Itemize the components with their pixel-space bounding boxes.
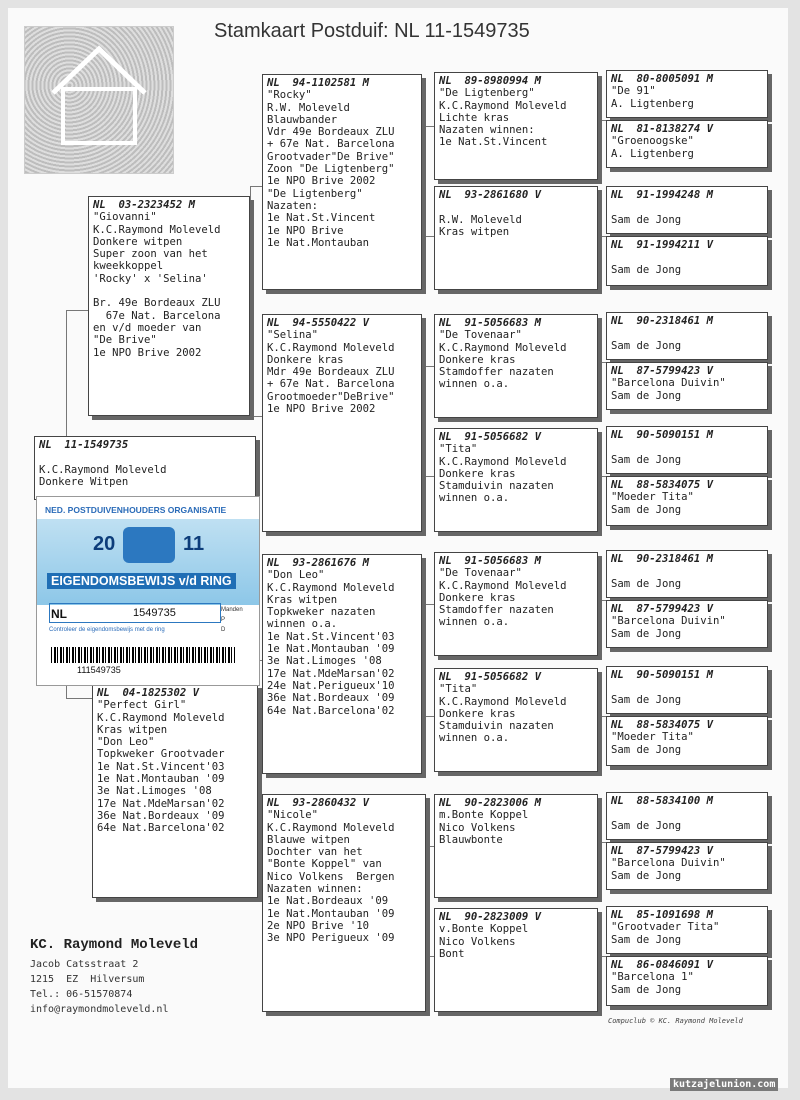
ring-number: NL 88-5834075 V [611, 479, 714, 491]
pigeon-info-line: Sam de Jong [611, 743, 682, 756]
pigeon-box-g9 [606, 550, 768, 598]
pigeon-info-line: 1e NPO Brive 2002 [93, 346, 202, 359]
ring-number: NL 93-2861676 M [267, 557, 370, 569]
pigeon-info-line: 3e Nat.Limoges '08 [97, 785, 212, 798]
pigeon-box-mff [434, 552, 598, 656]
pigeon-info-line: 17e Nat.MdeMarsan'02 [267, 667, 395, 680]
pigeon-info-line: 1e Nat.Bordeaux '09 [267, 895, 389, 908]
card-year-right: 11 [183, 533, 205, 555]
owner-city: 1215 EZ Hilversum [30, 974, 145, 985]
pigeon-box-mother [92, 684, 258, 898]
pigeon-info-line: Blauwe witpen [267, 833, 350, 846]
watermark: kutzajelunion.com [670, 1078, 778, 1091]
pigeon-info-line: Sam de Jong [611, 389, 682, 402]
pigeon-info-line [611, 681, 763, 693]
ring-number: NL 93-2861680 V [439, 189, 542, 201]
pigeon-info-line: 3e NPO Perigueux '09 [267, 932, 395, 945]
pigeon-info-line: Topkweker nazaten [267, 606, 376, 619]
ring-number: NL 93-2860432 V [267, 797, 370, 809]
barcode-icon [51, 647, 235, 663]
pigeon-box-ff [262, 74, 422, 290]
pigeon-info-line: winnen o.a. [439, 492, 510, 505]
pigeon-info-line: "Don Leo" [267, 569, 325, 582]
pigeon-info-line: Topkweker Grootvader [97, 748, 225, 761]
pigeon-info-line: "Groenoogske" [611, 135, 694, 148]
owner-block [30, 938, 198, 1017]
pigeon-info-line: 1e Nat.Montauban [267, 236, 370, 249]
pigeon-info-line: Super zoon van het [93, 248, 208, 261]
connector-line [422, 604, 434, 605]
pigeon-box-g3 [606, 186, 768, 234]
pigeon-info-line: en v/d moeder van [93, 321, 202, 334]
pigeon-info-line: winnen o.a. [439, 732, 510, 745]
pigeon-info-line: K.C.Raymond Moleveld [267, 341, 395, 354]
pigeon-info-line: Nazaten winnen: [439, 124, 535, 137]
owner-email[interactable]: info@raymondmoleveld.nl [30, 1004, 169, 1015]
connector-line [598, 362, 606, 363]
loft-logo-image [24, 26, 174, 174]
pigeon-info-line: "Barcelona Duivin" [611, 377, 726, 390]
connector-line [598, 842, 606, 843]
pigeon-box-g12 [606, 716, 768, 766]
pigeon-info-line: K.C.Raymond Moleveld [267, 581, 395, 594]
connector-line [598, 956, 606, 957]
pigeon-info-line: Kras witpen [97, 723, 168, 736]
connector-line [598, 716, 606, 717]
pigeon-box-g6 [606, 362, 768, 410]
card-mark: P [221, 617, 226, 623]
ring-number: NL 88-5834075 V [611, 719, 714, 731]
pigeon-info-line: Zoon "De Ligtenberg" [267, 163, 395, 176]
pigeon-info-line: R.W. Moleveld [439, 213, 522, 226]
pigeon-box-subject [34, 436, 256, 500]
ring-number: NL 86-0846091 V [611, 959, 714, 971]
pigeon-info-line: R.W. Moleveld [267, 101, 350, 114]
pigeon-info-line: 64e Nat.Barcelona'02 [267, 704, 395, 717]
pigeon-box-g13 [606, 792, 768, 840]
pigeon-info-line: K.C.Raymond Moleveld [439, 99, 567, 112]
pigeon-info-line: K.C.Raymond Moleveld [439, 341, 567, 354]
pigeon-info-line: "Grootvader Tita" [611, 921, 720, 934]
ring-number: NL 89-8980994 M [439, 75, 542, 87]
ring-number: NL 90-2318461 M [611, 315, 714, 327]
pigeon-info-line: Sam de Jong [611, 819, 682, 832]
ring-number: NL 90-2318461 M [611, 553, 714, 565]
owner-phone: Tel.: 06-51570874 [30, 989, 133, 1000]
connector-line [250, 186, 251, 416]
ring-number: NL 11-1549735 [39, 439, 129, 451]
pigeon-info-line: K.C.Raymond Moleveld [439, 455, 567, 468]
pigeon-info-line: "Barcelona 1" [611, 971, 694, 984]
pigeon-info-line: Sam de Jong [611, 339, 682, 352]
pigeon-info-line: Stamdoffer nazaten [439, 366, 554, 379]
pigeon-info-line [611, 565, 763, 577]
pigeon-info-line: "Barcelona Duivin" [611, 857, 726, 870]
pigeon-info-line: Kras witpen [267, 593, 338, 606]
connector-line [66, 310, 90, 311]
ring-number: NL 91-1994248 M [611, 189, 714, 201]
connector-line [422, 476, 434, 477]
pigeon-info-line: 'Rocky' x 'Selina' [93, 272, 208, 285]
pigeon-info-line: 3e Nat.Limoges '08 [267, 655, 382, 668]
pigeon-box-fmf [434, 314, 598, 418]
pigeon-info-line: "Don Leo" [97, 736, 155, 749]
pigeon-info-line: A. Ligtenberg [611, 97, 694, 110]
pigeon-info-line: "Giovanni" [93, 211, 157, 224]
pigeon-info-line: 67e Nat. Barcelona [93, 309, 221, 322]
owner-street: Jacob Catsstraat 2 [30, 959, 139, 970]
pigeon-info-line: Dochter van het [267, 846, 363, 859]
connector-line [250, 186, 262, 187]
ring-number: NL 94-5550422 V [267, 317, 370, 329]
pigeon-info-line: kweekkoppel [93, 260, 164, 273]
ring-number: NL 91-1994211 V [611, 239, 714, 251]
pigeon-info-line: Stamduivin nazaten [439, 720, 554, 733]
pigeon-info-line: "De Tovenaar" [439, 329, 522, 342]
connector-line [66, 698, 94, 699]
pigeon-box-g10 [606, 600, 768, 648]
pigeon-info-line: Sam de Jong [611, 503, 682, 516]
ring-number: NL 90-2823006 M [439, 797, 542, 809]
ring-number: NL 88-5834100 M [611, 795, 714, 807]
pigeon-info-line: Nico Volkens [439, 821, 516, 834]
pigeon-info-line [39, 451, 251, 463]
pigeon-box-fmm [434, 428, 598, 532]
pigeon-info-line: K.C.Raymond Moleveld [93, 223, 221, 236]
pigeon-info-line: winnen o.a. [439, 616, 510, 629]
pigeon-info-line: "Rocky" [267, 89, 312, 102]
pigeon-box-g7 [606, 426, 768, 474]
pigeon-info-line: K.C.Raymond Moleveld [39, 463, 167, 476]
pigeon-info-line: Nazaten: [267, 199, 319, 212]
pigeon-info-line: Grootvader"De Brive" [267, 150, 395, 163]
pigeon-info-line: 1e NPO Brive 2002 [267, 403, 376, 416]
pigeon-box-mmf [434, 794, 598, 898]
pigeon-info-line: A. Ligtenberg [611, 147, 694, 160]
ring-number: NL 80-8005091 M [611, 73, 714, 85]
pigeon-info-line: Nazaten winnen: [267, 883, 363, 896]
pigeon-info-line: Sam de Jong [611, 693, 682, 706]
pigeon-info-line: 1e Nat.St.Vincent'03 [267, 630, 395, 643]
pigeon-box-g4 [606, 236, 768, 286]
pigeon-info-line: Sam de Jong [611, 983, 682, 996]
connector-line [422, 716, 434, 717]
pigeon-info-line: m.Bonte Koppel [439, 809, 529, 822]
ring-number: NL 91-5056682 V [439, 431, 542, 443]
pigeon-info-line [611, 201, 763, 213]
pigeon-info-line: "Selina" [267, 329, 319, 342]
card-title: EIGENDOMSBEWIJS v/d RING [47, 573, 236, 589]
card-mark: Manden [221, 607, 243, 613]
pigeon-info-line [611, 327, 763, 339]
ring-number: NL 87-5799423 V [611, 365, 714, 377]
ring-number: NL 90-5090151 M [611, 429, 714, 441]
pigeon-info-line: Sam de Jong [611, 627, 682, 640]
pigeon-info-line: 1e Nat.Montauban '09 [267, 907, 395, 920]
pigeon-info-line: "De 91" [611, 85, 656, 98]
pigeon-box-mf [262, 554, 422, 774]
connector-line [598, 476, 606, 477]
pigeon-info-line: "Nicole" [267, 809, 319, 822]
pigeon-info-line: Grootmoeder"DeBrive" [267, 390, 395, 403]
pigeon-info-line: K.C.Raymond Moleveld [97, 711, 225, 724]
pigeon-info-line: K.C.Raymond Moleveld [439, 579, 567, 592]
pigeon-info-line: + 67e Nat. Barcelona [267, 378, 395, 391]
pigeon-info-line: "De Ligtenberg" [267, 187, 363, 200]
pigeon-info-line: "Bonte Koppel" van [267, 858, 382, 871]
ring-number: NL 90-5090151 M [611, 669, 714, 681]
pigeon-info-line: Nico Volkens Bergen [267, 870, 395, 883]
pigeon-box-ffm [434, 186, 598, 290]
ring-number: NL 94-1102581 M [267, 77, 370, 89]
pigeon-info-line: Sam de Jong [611, 869, 682, 882]
pigeon-info-line: 1e Nat.St.Vincent [267, 212, 376, 225]
pigeon-info-line: Donkere kras [439, 707, 516, 720]
pigeon-info-line: Sam de Jong [611, 213, 682, 226]
pigeon-info-line: Br. 49e Bordeaux ZLU [93, 297, 221, 310]
ownership-card [36, 496, 260, 686]
connector-line [422, 126, 434, 127]
connector-line [422, 366, 434, 367]
pigeon-box-g11 [606, 666, 768, 714]
ring-number: NL 91-5056683 M [439, 317, 542, 329]
pigeon-info-line: 2e NPO Brive '10 [267, 919, 370, 932]
connector-line [598, 600, 606, 601]
connector-line [598, 120, 606, 121]
ring-number: NL 91-5056682 V [439, 671, 542, 683]
pigeon-info-line: Stamdoffer nazaten [439, 604, 554, 617]
pigeon-info-line: winnen o.a. [267, 618, 338, 631]
pigeon-info-line: Kras witpen [439, 225, 510, 238]
ring-number: NL 87-5799423 V [611, 603, 714, 615]
pigeon-info-line: Blauwbonte [439, 833, 503, 846]
pigeon-box-mm [262, 794, 426, 1012]
pigeon-info-line: 1e NPO Brive 2002 [267, 175, 376, 188]
pigeon-info-line: Sam de Jong [611, 263, 682, 276]
owner-name: KC. Raymond Moleveld [30, 937, 199, 953]
pigeon-info-line [93, 285, 245, 297]
ring-number: NL 91-5056683 M [439, 555, 542, 567]
pigeon-info-line: Sam de Jong [611, 453, 682, 466]
pigeon-info-line: Donkere kras [439, 591, 516, 604]
pigeon-info-line: Sam de Jong [611, 577, 682, 590]
pigeon-info-line: Donkere kras [439, 353, 516, 366]
card-year-left: 20 [93, 533, 116, 555]
connector-line [66, 310, 67, 440]
pigeon-info-line: "Moeder Tita" [611, 491, 694, 504]
footer-credit: Compuclub © KC. Raymond Moleveld [608, 1017, 743, 1025]
pigeon-info-line: 64e Nat.Barcelona'02 [97, 822, 225, 835]
pigeon-box-fm [262, 314, 422, 532]
pigeon-box-fff [434, 72, 598, 180]
pigeon-info-line: + 67e Nat. Barcelona [267, 138, 395, 151]
pigeon-info-line: Blauwbander [267, 113, 338, 126]
pigeon-box-g14 [606, 842, 768, 890]
pigeon-info-line: Donkere kras [267, 353, 344, 366]
pigeon-info-line: Donkere witpen [93, 235, 183, 248]
pigeon-info-line: Donkere Witpen [39, 475, 129, 488]
pigeon-info-line: "Perfect Girl" [97, 699, 187, 712]
pigeon-info-line: 1e Nat.St.Vincent [439, 136, 548, 149]
pigeon-box-g2 [606, 120, 768, 168]
pigeon-info-line: 17e Nat.MdeMarsan'02 [97, 797, 225, 810]
card-mark: D [221, 627, 226, 633]
pigeon-info-line [611, 441, 763, 453]
pigeon-box-father [88, 196, 250, 416]
pigeon-info-line: "Barcelona Duivin" [611, 615, 726, 628]
pigeon-info-line: Mdr 49e Bordeaux ZLU [267, 366, 395, 379]
pigeon-info-line: 1e Nat.Montauban '09 [97, 773, 225, 786]
pigeon-box-mfm [434, 668, 598, 772]
card-marks [221, 605, 257, 635]
pigeon-info-line: Lichte kras [439, 111, 510, 124]
connector-line [250, 416, 262, 417]
pigeon-box-g5 [606, 312, 768, 360]
pigeon-info-line: Bont [439, 947, 465, 960]
pigeon-info-line: Stamduivin nazaten [439, 480, 554, 493]
pigeon-info-line: Nico Volkens [439, 935, 516, 948]
house-logo-icon [25, 27, 173, 173]
pigeon-info-line: "Tita" [439, 443, 478, 456]
ring-number: NL 85-1091698 M [611, 909, 714, 921]
connector-line [598, 236, 606, 237]
card-subtext: Controleer de eigendomsbewijs met de ring [49, 627, 165, 633]
connector-line [422, 236, 434, 237]
card-ring-number: 1549735 [133, 607, 176, 619]
pigeon-info-line [611, 807, 763, 819]
pigeon-info-line: "De Brive" [93, 334, 157, 347]
pigeon-info-line [439, 201, 593, 213]
ring-number: NL 04-1825302 V [97, 687, 200, 699]
pigeon-info-line: Vdr 49e Bordeaux ZLU [267, 126, 395, 139]
pigeon-info-line: K.C.Raymond Moleveld [267, 821, 395, 834]
pigeon-info-line: 36e Nat.Bordeaux '09 [267, 692, 395, 705]
pigeon-info-line: Donkere kras [439, 467, 516, 480]
pigeon-info-line: "De Ligtenberg" [439, 87, 535, 100]
pigeon-info-line: K.C.Raymond Moleveld [439, 695, 567, 708]
ring-number: NL 87-5799423 V [611, 845, 714, 857]
pigeon-box-g16 [606, 956, 768, 1006]
lion-emblem-icon [123, 527, 175, 563]
barcode-number: 111549735 [77, 665, 121, 675]
pigeon-info-line: v.Bonte Koppel [439, 923, 529, 936]
pigeon-info-line: 1e NPO Brive [267, 224, 344, 237]
card-country: NL [51, 607, 67, 621]
pigeon-info-line [611, 251, 763, 263]
ring-number: NL 03-2323452 M [93, 199, 196, 211]
pigeon-info-line: "De Tovenaar" [439, 567, 522, 580]
pigeon-box-g15 [606, 906, 768, 954]
pigeon-box-g1 [606, 70, 768, 118]
pigeon-info-line: 24e Nat.Perigueux'10 [267, 679, 395, 692]
pigeon-box-mmm [434, 908, 598, 1012]
pigeon-info-line: "Tita" [439, 683, 478, 696]
ring-number: NL 81-8138274 V [611, 123, 714, 135]
pigeon-info-line: 36e Nat.Bordeaux '09 [97, 809, 225, 822]
ring-number: NL 90-2823009 V [439, 911, 542, 923]
page-title: Stamkaart Postduif: NL 11-1549735 [214, 20, 530, 42]
pigeon-info-line: winnen o.a. [439, 378, 510, 391]
card-header: NED. POSTDUIVENHOUDERS ORGANISATIE [45, 505, 227, 515]
pigeon-info-line: 1e Nat.St.Vincent'03 [97, 760, 225, 773]
pigeon-info-line: 1e Nat.Montauban '09 [267, 643, 395, 656]
pigeon-box-g8 [606, 476, 768, 526]
pigeon-info-line: Sam de Jong [611, 933, 682, 946]
pigeon-info-line: "Moeder Tita" [611, 731, 694, 744]
